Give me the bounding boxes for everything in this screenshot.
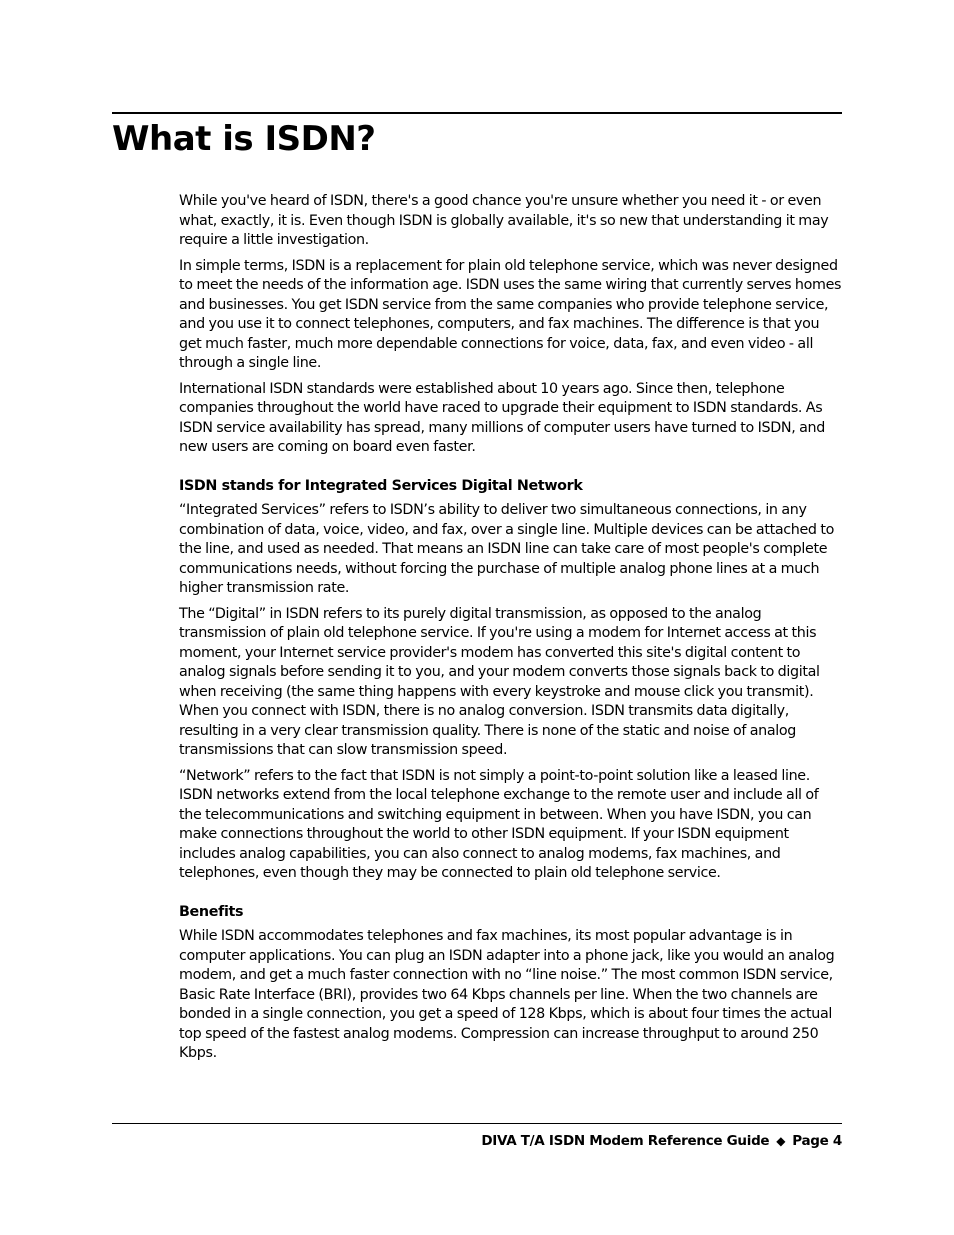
page-footer [481, 1131, 842, 1151]
benefits-paragraph: While ISDN accommodates telephones and fax machines, its most popular advantage is in computer applications. You can plug an ISDN adapter into a phone jack, like you would an analog modem, and get a much faster connection with no “line noise.” The most common ISDN service, Basic Rate Interface (BRI), provides two 64 Kbps channels per line. When the two channels are bonded in a single connection, you get a speed of 128 Kbps, which is about four times the actual top speed of the fastest analog modems. Compression can increase throughput to around 250 Kbps. [179, 928, 835, 1061]
intro-paragraph-3: International ISDN standards were established about 10 years ago. Since then, telephone companies throughout the world have raced to upgrade their equipment to ISDN standards. As ISDN service availability has spread, many millions of computer users have turned to ISDN, and new users are coming on board even faster. [179, 380, 825, 455]
footer-page-number: Page 4 [792, 1133, 842, 1149]
diamond-separator-icon: ◆ [776, 1134, 786, 1148]
intro-paragraph-2: In simple terms, ISDN is a replacement for plain old telephone service, which was never designed to meet the needs of the information age. ISDN uses the same wiring that currently serves homes and businesses. You get ISDN service from the same companies who provide telephone service, and you use it to connect telephones, computers, and fax machines. The difference is that you get much faster, much more dependable connections for voice, data, fax, and even video - all through a single line. [179, 257, 842, 371]
page-title: What is ISDN? [112, 119, 376, 159]
integrated-services-paragraph: “Integrated Services” refers to ISDN’s ability to deliver two simultaneous connections, in any combination of data, voice, video, and fax, over a single line. Multiple devices can be attached to the line, and used as needed. That means an ISDN line can take care of most people's complete communications needs, without forcing the purchase of multiple analog phone lines at a much higher transmission rate. [179, 502, 835, 596]
footer-guide-title: DIVA T/A ISDN Modem Reference Guide [481, 1133, 770, 1149]
top-rule [112, 112, 842, 114]
network-paragraph: “Network” refers to the fact that ISDN is not simply a point-to-point solution like a leased line. ISDN networks extend from the local telephone exchange to the remote user and include all of the telecommunications and switching equipment in between. When you have ISDN, you can make connections throughout the world to other ISDN equipment. If your ISDN equipment includes analog capabilities, you can also connect to analog modems, fax machines, and telephones, even though they may be connected to plain old telephone service. [179, 767, 819, 881]
footer-rule [112, 1123, 842, 1124]
intro-paragraph-1: While you've heard of ISDN, there's a good chance you're unsure whether you need it - or even what, exactly, it is. Even though ISDN is globally available, it's so new that understanding it may require a little investigation. [179, 193, 829, 248]
body-column [179, 192, 842, 1070]
section-heading-isdn-stands-for: ISDN stands for Integrated Services Digital Network [179, 477, 583, 494]
section-heading-benefits: Benefits [179, 903, 244, 920]
digital-paragraph: The “Digital” in ISDN refers to its purely digital transmission, as opposed to the analog transmission of plain old telephone service. If you're using a modem for Internet access at this moment, your Internet service provider's modem has converted this site's digital content to analog signals before sending it to you, and your modem converts those signals back to digital when receiving (the same thing happens with every keystroke and mouse click you transmit). When you connect with ISDN, there is no analog conversion. ISDN transmits data digitally, resulting in a very clear transmission quality. There is none of the static and noise of analog transmissions that can slow transmission speed. [179, 605, 820, 758]
